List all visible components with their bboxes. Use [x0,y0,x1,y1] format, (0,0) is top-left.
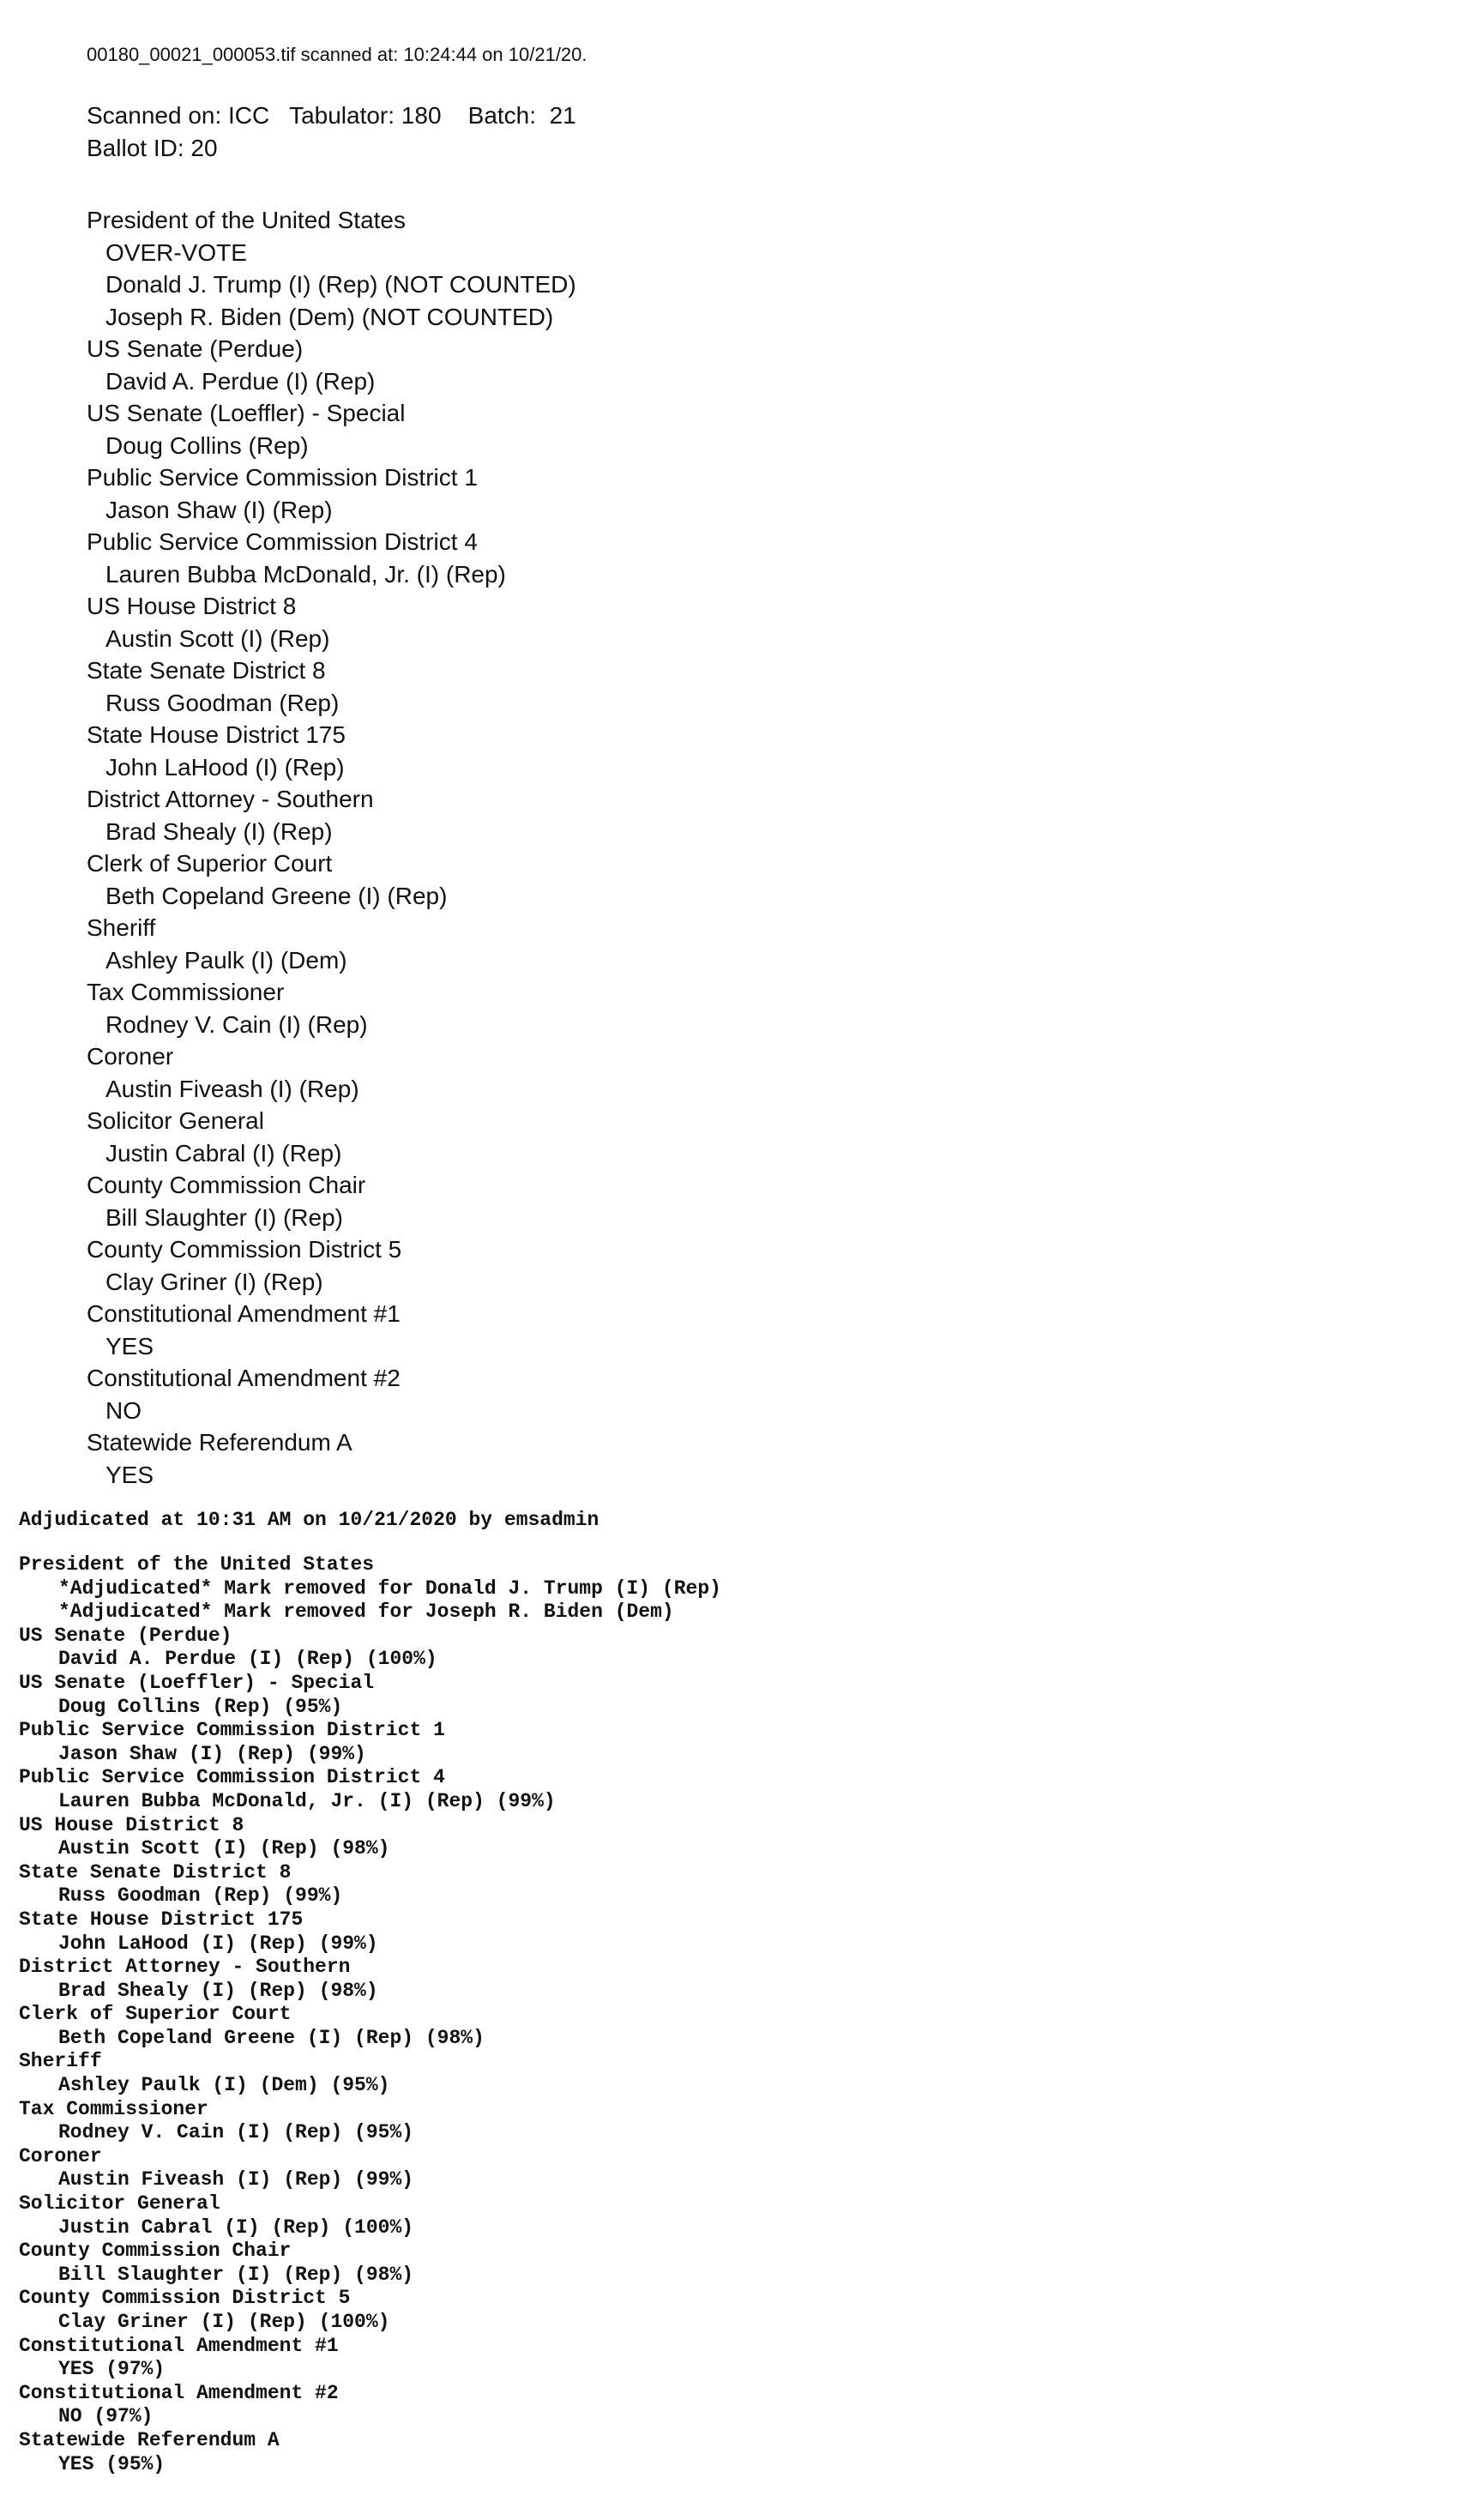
contest-choice: Brad Shealy (I) (Rep) [105,817,333,845]
contest-title: US House District 8 [87,593,297,619]
contest-title: Statewide Referendum A [19,2428,280,2451]
contest-choice: YES (97%) [58,2358,166,2381]
contest-title: Constitutional Amendment #2 [87,1365,401,1391]
contest-choice: Justin Cabral (I) (Rep) [105,1139,342,1167]
contest-title: US Senate (Loeffler) - Special [87,400,406,426]
contest-title: Sheriff [19,2050,102,2073]
contest-title: US Senate (Perdue) [87,335,304,362]
contest-choice: David A. Perdue (I) (Rep) [105,367,376,395]
contest-title: Constitutional Amendment #1 [87,1300,401,1327]
contest-title: Constitutional Amendment #1 [19,2334,339,2357]
contest-title: US Senate (Perdue) [19,1624,232,1647]
adjudication-list [19,1553,1391,2476]
contest-choice: John LaHood (I) (Rep) (99%) [58,1932,378,1955]
adjudication-header: Adjudicated at 10:31 AM on 10/21/2020 by emsadmin [19,1509,599,1531]
contest-choice: Doug Collins (Rep) [105,431,309,459]
contest-choice: Russ Goodman (Rep) [105,689,340,716]
contest-title: Statewide Referendum A [87,1429,352,1456]
contest-title: County Commission District 5 [19,2287,351,2310]
contest-title: Sheriff [87,914,156,941]
contest-title: State House District 175 [19,1908,304,1931]
contest-choice: Rodney V. Cain (I) (Rep) [105,1010,368,1038]
contest-title: Solicitor General [19,2192,220,2216]
contest-choice: Doug Collins (Rep) (95%) [58,1695,343,1718]
contest-title: Clerk of Superior Court [87,850,333,877]
contest-choice: Ashley Paulk (I) (Dem) (95%) [58,2074,390,2097]
contest-title: State Senate District 8 [19,1860,292,1884]
contest-title: District Attorney - Southern [19,1956,351,1979]
contest-choice: Austin Fiveash (I) (Rep) (99%) [58,2168,414,2191]
contest-title: US Senate (Loeffler) - Special [19,1671,375,1694]
contest-title: US House District 8 [19,1813,244,1836]
contest-title: Coroner [19,2144,102,2167]
contest-title: Public Service Commission District 1 [19,1719,445,1742]
contest-title: Public Service Commission District 1 [87,464,478,491]
contest-choice: YES [105,1332,154,1359]
contest-choice: *Adjudicated* Mark removed for Joseph R. Biden (Dem) [58,1601,674,1624]
contest-title: Tax Commissioner [19,2097,208,2120]
contest-choice: Lauren Bubba McDonald, Jr. (I) (Rep) [105,560,506,588]
contest-choice: Jason Shaw (I) (Rep) [105,496,333,523]
contest-choice: Bill Slaughter (I) (Rep) (98%) [58,2263,414,2286]
contest-title: District Attorney - Southern [87,786,374,812]
contest-choice: Austin Scott (I) (Rep) [105,624,330,652]
contest-choice: Russ Goodman (Rep) (99%) [58,1884,343,1908]
contest-title: County Commission District 5 [87,1236,402,1263]
contest-title: Solicitor General [87,1107,264,1134]
contest-choice: YES (95%) [58,2452,166,2475]
contest-choice: Joseph R. Biden (Dem) (NOT COUNTED) [105,303,554,330]
contest-choice: Beth Copeland Greene (I) (Rep) [105,882,448,909]
contest-title: Constitutional Amendment #2 [19,2381,339,2404]
contest-choice: NO (97%) [58,2405,154,2428]
contest-title: State Senate District 8 [87,657,326,684]
contest-choice: Bill Slaughter (I) (Rep) [105,1203,343,1231]
contest-title: Coroner [87,1043,174,1070]
contest-title: State House District 175 [87,721,346,748]
contest-title: President of the United States [87,207,406,233]
ballot-scan-section [87,38,1373,1491]
contest-choice: YES [105,1461,154,1488]
contest-choice: Justin Cabral (I) (Rep) (100%) [58,2216,414,2239]
contest-choice: Clay Griner (I) (Rep) [105,1268,323,1295]
scanned-on-line: Scanned on: ICC Tabulator: 180 Batch: 21 [87,102,576,129]
contest-choice: Ashley Paulk (I) (Dem) [105,946,347,974]
adjudication-section [19,1507,1391,2476]
contest-choice: Beth Copeland Greene (I) (Rep) (98%) [58,2026,485,2049]
contest-choice: Austin Fiveash (I) (Rep) [105,1075,359,1102]
contest-title: President of the United States [19,1553,375,1576]
contest-title: County Commission Chair [19,2240,292,2263]
contest-title: Public Service Commission District 4 [19,1766,445,1789]
contest-title: County Commission Chair [87,1172,366,1198]
contest-title: Public Service Commission District 4 [87,528,478,555]
contest-choice: OVER-VOTE [105,238,247,266]
contest-choice: NO [105,1396,142,1424]
contest-choice: Clay Griner (I) (Rep) (100%) [58,2311,390,2333]
contest-list [87,204,1373,1491]
contest-choice: David A. Perdue (I) (Rep) (100%) [58,1648,437,1671]
contest-title: Clerk of Superior Court [19,2003,292,2026]
contest-choice: Austin Scott (I) (Rep) (98%) [58,1837,390,1860]
scan-header: 00180_00021_000053.tif scanned at: 10:24:44 on 10/21/20. [87,44,587,65]
contest-choice: Rodney V. Cain (I) (Rep) (95%) [58,2121,414,2144]
contest-title: Tax Commissioner [87,979,285,1005]
contest-choice: *Adjudicated* Mark removed for Donald J. Trump (I) (Rep) [58,1577,721,1600]
contest-choice: Lauren Bubba McDonald, Jr. (I) (Rep) (99%) [58,1789,556,1812]
ballot-id-line: Ballot ID: 20 [87,134,218,161]
contest-choice: Jason Shaw (I) (Rep) (99%) [58,1742,366,1765]
contest-choice: John LaHood (I) (Rep) [105,753,345,781]
contest-choice: Donald J. Trump (I) (Rep) (NOT COUNTED) [105,271,576,298]
contest-choice: Brad Shealy (I) (Rep) (98%) [58,1979,378,2002]
